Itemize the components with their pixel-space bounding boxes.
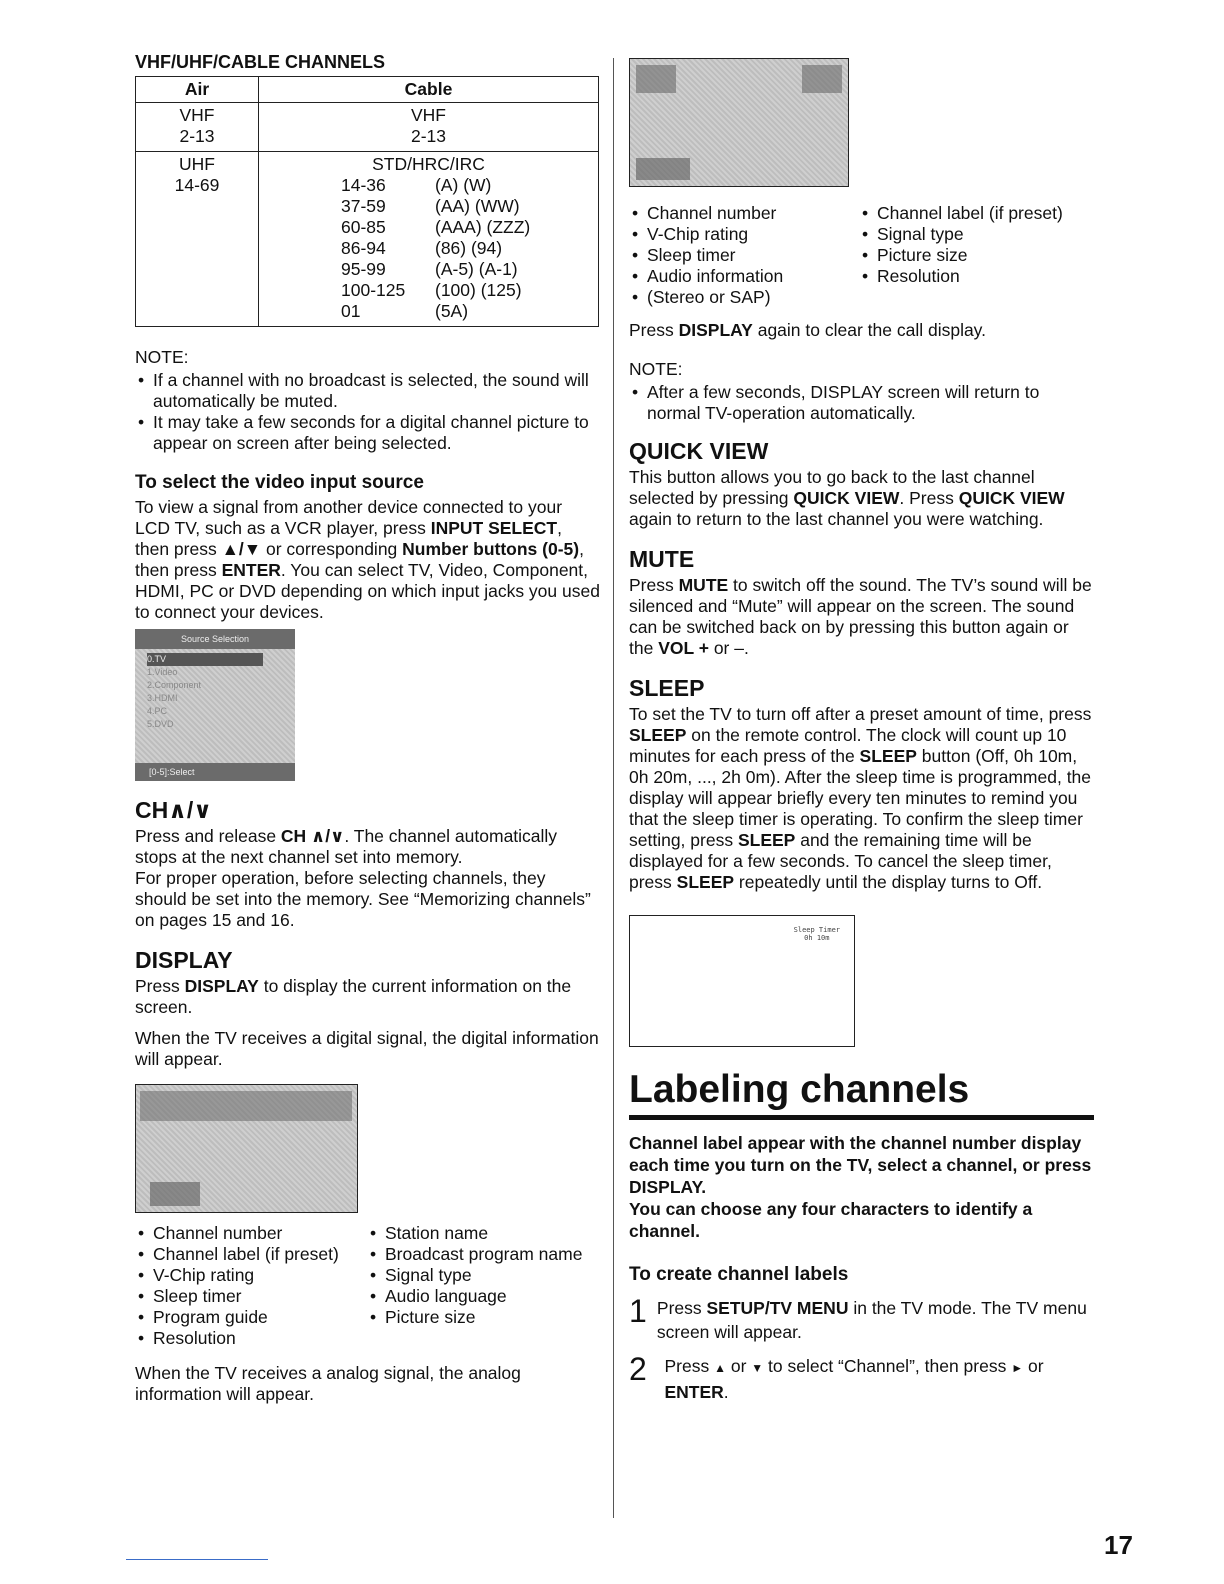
list-item: • Broadcast program name <box>367 1244 600 1265</box>
analog-info-list <box>629 203 1094 308</box>
analog-info-badge <box>636 158 690 180</box>
list-item: • Picture size <box>367 1307 600 1328</box>
cell-line: STD/HRC/IRC <box>372 154 485 174</box>
digital-info-screen <box>135 1084 358 1213</box>
press-display-paragraph: Press DISPLAY again to clear the call display. <box>629 320 986 340</box>
video-input-paragraph: To view a signal from another device connected to your LCD TV, such as a VCR player, press INPUT SELECT, then press ▲/▼ or corresponding Number buttons (0-5), then press ENTER. You can select TV, Video, Component, HDMI, PC or DVD depending on which input jacks you used to connect your devices. <box>135 497 600 622</box>
step-text: Press ▲ or ▼ to select “Channel”, then press ► or ENTER. <box>664 1356 1044 1402</box>
table-header-air: Air <box>136 77 259 103</box>
title-rule <box>629 1115 1094 1120</box>
source-menu-title: Source Selection <box>135 629 295 649</box>
list-item: • After a few seconds, DISPLAY screen will return to normal TV-operation automatically. <box>629 382 1094 424</box>
digital-info-list <box>135 1223 600 1349</box>
left-column <box>135 52 600 1405</box>
range-number: 01 <box>341 301 361 321</box>
video-input-heading: To select the video input source <box>135 472 424 493</box>
list-item: • V-Chip rating <box>629 224 859 245</box>
cell-line: VHF <box>179 105 215 125</box>
step-2 <box>629 1351 1094 1404</box>
range-number: 86-94 <box>341 238 386 258</box>
source-menu-footer: [0-5]:Select <box>135 763 295 781</box>
channel-table-title: VHF/UHF/CABLE CHANNELS <box>135 52 385 72</box>
list-item: • Picture size <box>859 245 1094 266</box>
range-letter: (A-5) (A-1) <box>435 259 518 279</box>
sleep-heading: SLEEP <box>629 675 705 701</box>
table-row <box>136 103 599 152</box>
quick-view-paragraph: This button allows you to go back to the last channel selected by pressing QUICK VIEW. Press QUICK VIEW again to return to the last channel you were watching. <box>629 467 1065 529</box>
range-letter: (AAA) (ZZZ) <box>435 217 531 237</box>
list-item: • Station name <box>367 1223 600 1244</box>
quick-view-heading: QUICK VIEW <box>629 438 769 464</box>
list-item: • Resolution <box>859 266 1094 287</box>
step-1 <box>629 1293 1094 1344</box>
ch-heading: CH∧/∨ <box>135 797 212 823</box>
range-letter: (5A) <box>435 301 469 321</box>
range-number: 14-36 <box>341 175 386 195</box>
cell-line: 2-13 <box>179 126 215 146</box>
channel-table <box>135 76 599 327</box>
list-item: • Audio information <box>629 266 859 287</box>
note-heading: NOTE: <box>135 347 189 367</box>
ch-paragraph-2: For proper operation, before selecting channels, they should be set into the memory. See “Memorizing channels” on pages 15 and 16. <box>135 868 591 930</box>
list-item: • Sleep timer <box>629 245 859 266</box>
cell-line: 2-13 <box>410 126 447 146</box>
sleep-paragraph: To set the TV to turn off after a preset amount of time, press SLEEP on the remote control. The clock will count up 10 minutes for each press of the SLEEP button (Off, 0h 10m, 0h 20m, ..., 2h 0m). After the sleep time is programmed, the display will appear briefly every ten minutes to remind you that the sleep timer is operating. To confirm the sleep timer setting, press SLEEP and the remaining time will be displayed for a few seconds. To cancel the sleep timer, press SLEEP repeatedly until the display turns to Off. <box>629 704 1092 892</box>
table-cell-air-uhf <box>136 152 259 327</box>
sleep-timer-value: 0h 10m <box>804 934 830 942</box>
right-column <box>629 58 1094 1404</box>
table-header-cable: Cable <box>259 77 599 103</box>
analog-info-label-box <box>802 65 842 93</box>
list-item: • Program guide <box>135 1307 367 1328</box>
digital-info-bar <box>140 1091 352 1121</box>
source-menu-list <box>147 653 263 731</box>
table-cell-cable-vhf <box>259 103 599 152</box>
right-arrow-icon: ► <box>1011 1361 1024 1375</box>
range-letter: (AA) (WW) <box>435 196 520 216</box>
table-row <box>136 152 599 327</box>
list-item: • Signal type <box>859 224 1094 245</box>
page-number: 17 <box>1104 1530 1133 1560</box>
analog-info-screen <box>629 58 849 187</box>
column-divider <box>613 58 614 1518</box>
mute-paragraph: Press MUTE to switch off the sound. The TV’s sound will be silenced and “Mute” will appear on the screen. The sound can be switched back on by pressing this button again or the VOL + or –. <box>629 575 1092 658</box>
source-menu-item: 1.Video <box>147 667 178 677</box>
list-item: • Channel label (if preset) <box>859 203 1094 224</box>
analog-info-col1 <box>629 203 859 308</box>
source-menu-item: 4.PC <box>147 706 168 716</box>
table-cell-cable-std <box>259 152 599 327</box>
step-number: 1 <box>629 1293 647 1329</box>
step-number: 2 <box>629 1351 647 1387</box>
list-item: • Channel number <box>629 203 859 224</box>
list-item: • Signal type <box>367 1265 600 1286</box>
display-paragraph-2: When the TV receives a digital signal, the digital information will appear. <box>135 1028 599 1069</box>
range-number: 95-99 <box>341 259 386 279</box>
list-item: • V-Chip rating <box>135 1265 367 1286</box>
list-item: • Resolution <box>135 1328 367 1349</box>
lead-paragraph: You can choose any four characters to identify a channel. <box>629 1199 1033 1241</box>
sleep-timer-label: Sleep Timer <box>793 926 840 934</box>
source-menu-item: 2.Component <box>147 680 202 690</box>
table-cell-air-vhf <box>136 103 259 152</box>
range-letter: (100) (125) <box>435 280 522 300</box>
cell-line: UHF <box>179 154 215 174</box>
sleep-timer-screen <box>629 915 855 1047</box>
note-list <box>135 370 600 454</box>
analog-paragraph: When the TV receives a analog signal, the analog information will appear. <box>135 1363 521 1404</box>
down-arrow-icon: ▼ <box>751 1361 764 1375</box>
mute-heading: MUTE <box>629 546 695 572</box>
range-number: 100-125 <box>341 280 406 300</box>
cell-line: 14-69 <box>174 175 220 195</box>
source-menu-item: 3.HDMI <box>147 693 178 703</box>
source-menu-item: 5.DVD <box>147 719 174 729</box>
note-list <box>629 382 1094 424</box>
labeling-lead <box>629 1132 1094 1242</box>
analog-info-channel-box <box>636 65 676 93</box>
list-item: • Sleep timer <box>135 1286 367 1307</box>
analog-info-col2 <box>859 203 1094 308</box>
ch-paragraph: Press and release CH ∧/∨. The channel automatically stops at the next channel set into memory. <box>135 826 558 867</box>
range-number: 60-85 <box>341 217 386 237</box>
display-paragraph: Press DISPLAY to display the current information on the screen. <box>135 976 572 1017</box>
list-item-continued: • (Stereo or SAP) <box>629 287 859 308</box>
list-item: • Audio language <box>367 1286 600 1307</box>
list-item: • It may take a few seconds for a digital channel picture to appear on screen after being selected. <box>135 412 600 454</box>
list-item: • Channel label (if preset) <box>135 1244 367 1265</box>
sleep-timer-osd <box>794 926 840 942</box>
source-selection-screen <box>135 629 295 781</box>
display-heading: DISPLAY <box>135 947 233 973</box>
cell-line: VHF <box>411 105 446 125</box>
create-labels-heading: To create channel labels <box>629 1264 849 1285</box>
range-number: 37-59 <box>341 196 386 216</box>
up-arrow-icon: ▲ <box>714 1361 726 1375</box>
list-item: • If a channel with no broadcast is selected, the sound will automatically be muted. <box>135 370 600 412</box>
cable-ranges <box>341 175 598 322</box>
range-letter: (A) (W) <box>435 175 492 195</box>
range-letter: (86) (94) <box>435 238 503 258</box>
digital-info-badge <box>150 1182 200 1206</box>
source-menu-item-selected: 0.TV <box>147 653 263 666</box>
step-text: Press SETUP/TV MENU in the TV mode. The TV menu screen will appear. <box>656 1298 1087 1342</box>
lead-paragraph: Channel label appear with the channel number display each time you turn on the TV, select a channel, or press DISPLAY. <box>629 1133 1092 1197</box>
list-item: • Channel number <box>135 1223 367 1244</box>
digital-info-col2 <box>367 1223 600 1349</box>
labeling-title: Labeling channels <box>629 1068 970 1111</box>
note-heading: NOTE: <box>629 359 683 379</box>
footer-rule <box>126 1559 268 1560</box>
digital-info-col1 <box>135 1223 367 1349</box>
